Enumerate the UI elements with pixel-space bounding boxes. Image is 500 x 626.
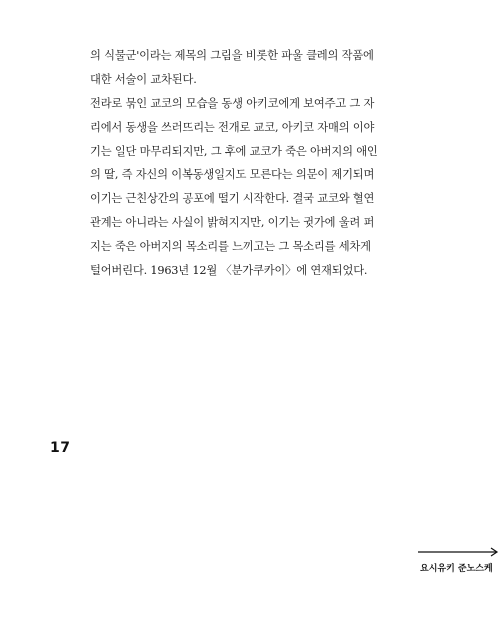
body-line: 털어버린다. 1963년 12월 〈분가쿠카이〉에 연재되었다. bbox=[90, 264, 368, 278]
body-line: 관계는 아니라는 사실이 밝혀지지만, 이기는 귓가에 울려 퍼 bbox=[90, 216, 375, 230]
right-arrow-icon bbox=[418, 546, 500, 558]
body-line: 전라로 묶인 교코의 모습을 동생 아키코에게 보여주고 그 자 bbox=[90, 96, 375, 110]
body-text bbox=[90, 44, 410, 283]
body-line: 지는 죽은 아버지의 목소리를 느끼고는 그 목소리를 세차게 bbox=[90, 240, 371, 254]
body-line: 의 식물군'이라는 제목의 그림을 비롯한 파울 클레의 작품에 bbox=[90, 49, 374, 62]
page-number: 17 bbox=[50, 440, 71, 456]
book-title: 요시유키 준노스케 bbox=[420, 564, 493, 574]
body-line: 기는 일단 마무리되지만, 그 후에 교코가 죽은 아버지의 애인 bbox=[90, 144, 378, 158]
body-line: 의 딸, 즉 자신의 이복동생일지도 모른다는 의문이 제기되며 bbox=[90, 168, 375, 182]
body-line: 대한 서술이 교차된다. bbox=[90, 72, 197, 86]
body-line: 리에서 동생을 쓰러뜨리는 전개로 교코, 아키코 자매의 이야 bbox=[90, 120, 375, 134]
body-line: 이기는 근친상간의 공포에 떨기 시작한다. 결국 교코와 혈연 bbox=[90, 192, 375, 206]
